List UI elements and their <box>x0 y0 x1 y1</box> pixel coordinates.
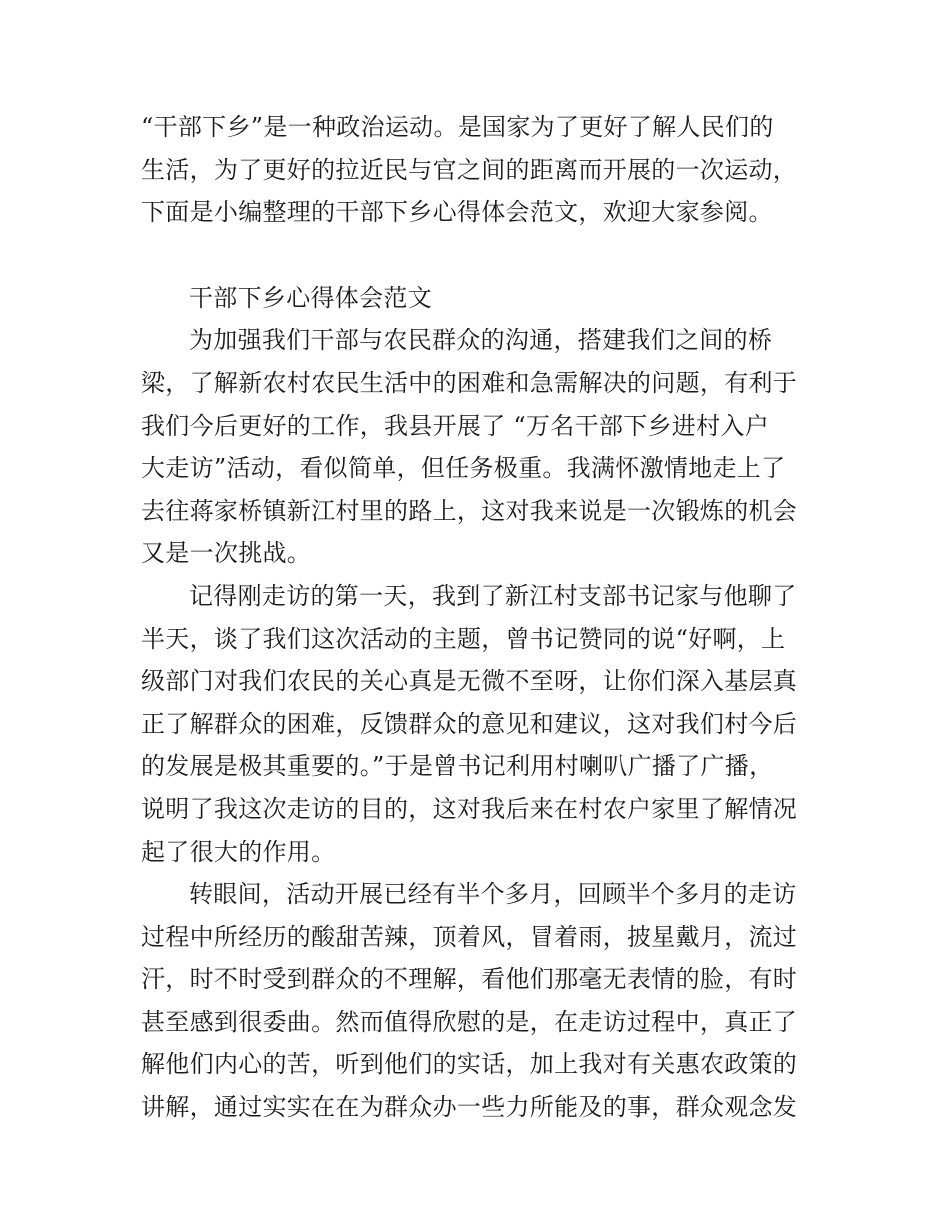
text-line: 说明了我这次走访的目的，这对我后来在村农户家里了解情况 <box>141 794 798 823</box>
text-line: 我们今后更好的工作，我县开展了 “万名干部下乡进村入户 <box>141 411 769 440</box>
text-line: 讲解，通过实实在在为群众办一些力所能及的事，群众观念发 <box>141 1093 798 1122</box>
paragraph-gap <box>141 234 813 277</box>
text-line: 为加强我们干部与农民群众的沟通，搭建我们之间的桥 <box>189 326 773 355</box>
document-body <box>141 106 813 1129</box>
text-line: 生活，为了更好的拉近民与官之间的距离而开展的一次运动， <box>141 155 798 184</box>
intro-paragraph <box>141 106 813 234</box>
text-line: 甚至感到很委曲。然而值得欣慰的是，在走访过程中，真正了 <box>141 1007 798 1036</box>
text-line: 汗，时不时受到群众的不理解，看他们那毫无表情的脸，有时 <box>141 965 798 994</box>
text-line: 下面是小编整理的干部下乡心得体会范文，欢迎大家参阅。 <box>141 198 773 227</box>
text-line: 起了很大的作用。 <box>141 837 336 866</box>
text-line: 解他们内心的苦，听到他们的实话，加上我对有关惠农政策的 <box>141 1050 798 1079</box>
text-line: 记得刚走访的第一天，我到了新江村支部书记家与他聊了 <box>189 581 797 610</box>
text-line: 的发展是极其重要的。”于是曾书记利用村喇叭广播了广播， <box>141 752 774 781</box>
text-line: 大走访”活动，看似简单，但任务极重。我满怀激情地走上了 <box>141 454 786 483</box>
body-paragraph-1 <box>141 319 813 575</box>
body-paragraph-2 <box>141 575 813 873</box>
text-line: 过程中所经历的酸甜苦辣，顶着风，冒着雨，披星戴月，流过 <box>141 922 798 951</box>
text-line: 梁，了解新农村农民生活中的困难和急需解决的问题，有利于 <box>141 368 798 397</box>
text-line: 级部门对我们农民的关心真是无微不至呀，让你们深入基层真 <box>141 667 798 696</box>
text-line: 去往蒋家桥镇新江村里的路上，这对我来说是一次锻炼的机会 <box>141 496 798 525</box>
text-line: 转眼间，活动开展已经有半个多月，回顾半个多月的走访 <box>189 880 797 909</box>
text-line: 又是一次挑战。 <box>141 539 312 568</box>
section-title: 干部下乡心得体会范文 <box>189 283 432 312</box>
body-paragraph-3 <box>141 873 813 1129</box>
text-line: “干部下乡”是一种政治运动。是国家为了更好了解人民们的 <box>141 113 774 141</box>
text-line: 半天，谈了我们这次活动的主题，曾书记赞同的说“好啊，上 <box>141 624 786 653</box>
text-line: 正了解群众的困难，反馈群众的意见和建议，这对我们村今后 <box>141 709 798 738</box>
